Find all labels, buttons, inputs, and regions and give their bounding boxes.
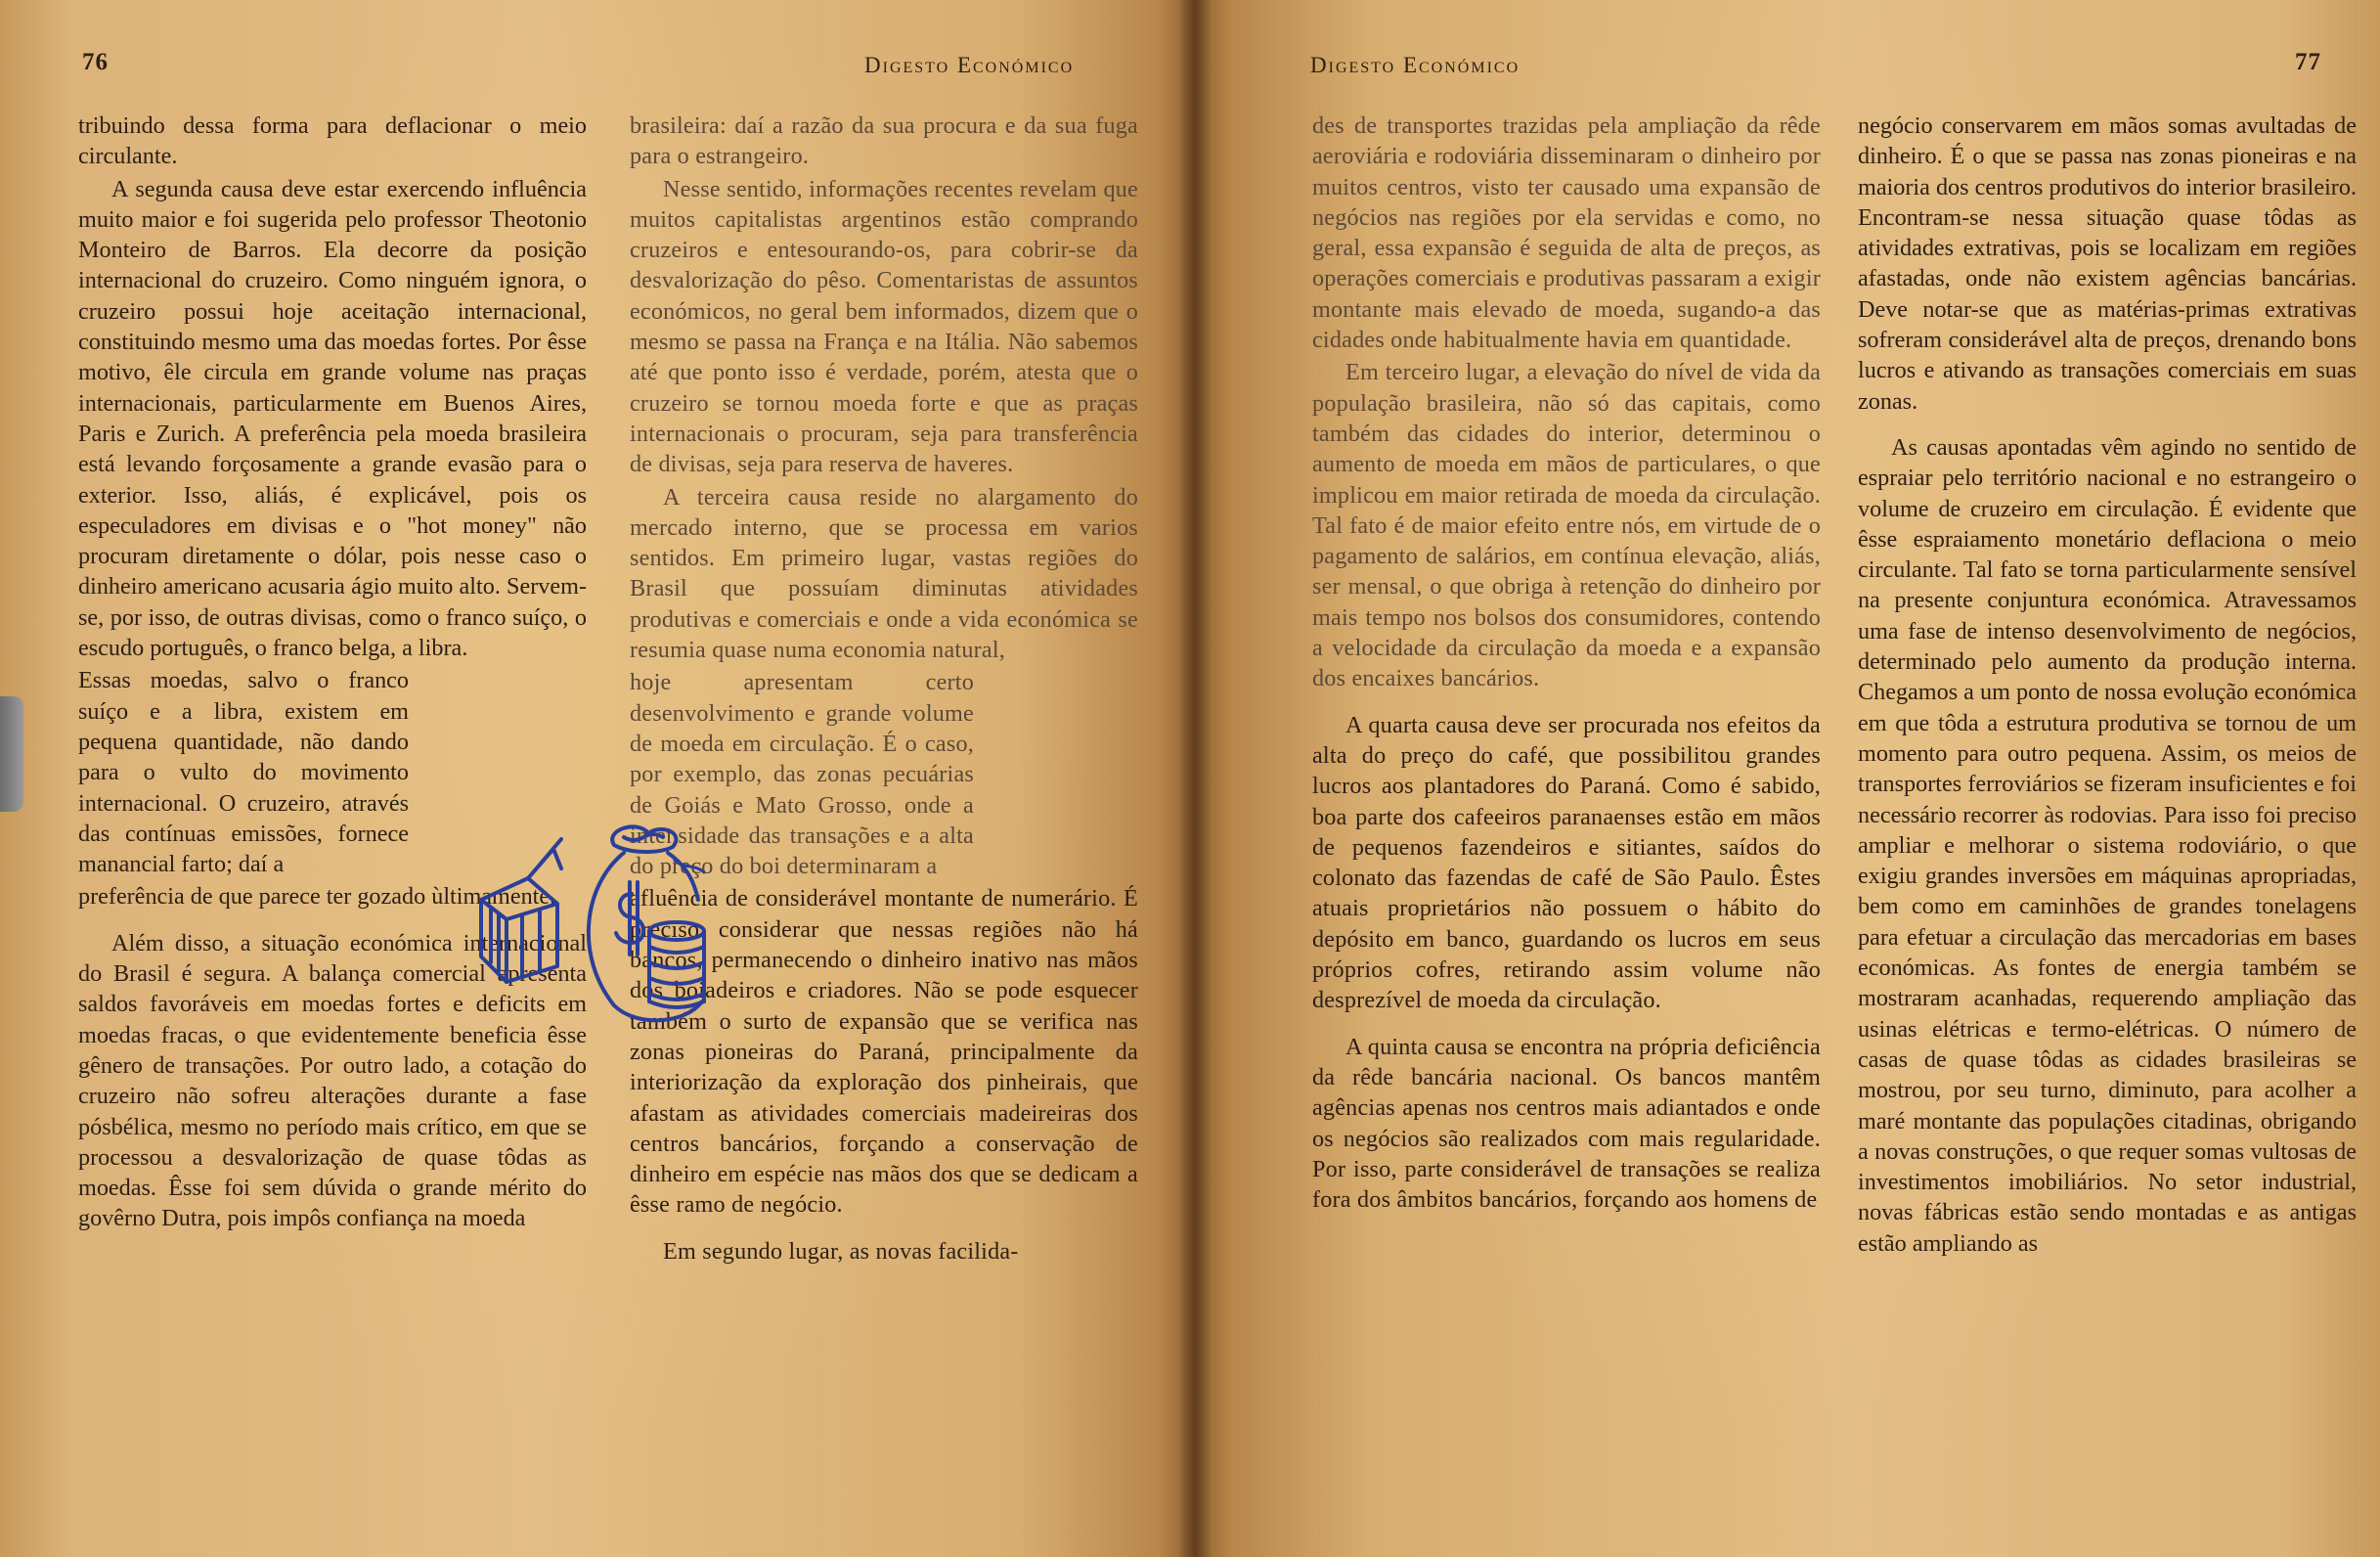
paragraph: brasileira: daí a razão da sua procura e da sua fuga para o estrangeiro. <box>630 112 1138 170</box>
left-column-2 <box>630 111 1138 1267</box>
right-page <box>1195 0 2380 1557</box>
book-gutter <box>1178 0 1212 1557</box>
paragraph: des de transportes trazidas pela ampliação da rêde aeroviária e rodoviária disseminaram o dinheiro por muitos centros, visto ter causado uma expansão de negócios nas regiões por ela servidas e como, no geral, essa expansão é seguida de alta de preços, as operações comerciais e produtivas passaram a exigir montante mais elevado de moeda, sugando-a das cidades onde habitualmente havia em quantidade. <box>1312 112 1821 354</box>
paragraph-wrapped: hoje apresentam certo desenvolvimento e grande volume de moeda em circulação. É o caso, por exemplo, das zonas pecuárias de Goiás e Mato Grosso, onde a intensidade das transações e a alta do preço do boi determinaram a <box>630 669 974 880</box>
page-number-left: 76 <box>82 49 109 75</box>
page-tab-marker <box>0 696 23 812</box>
paragraph: tribuindo dessa forma para deflacionar o meio circulante. <box>78 112 587 170</box>
paragraph: negócio conservarem em mãos somas avultadas de dinheiro. É o que se passa nas zonas pioneiras e na maioria dos centros produtivos do interior brasileiro. Encontram-se nessa situação quase tôdas as atividades extrativas, pois se localizam em regiões afastadas, onde não existem agências bancárias. Deve notar-se que as matérias-primas extrativas sofreram considerável alta de preços, drenando bons lucros e ativando as transações comerciais em suas zonas. <box>1858 112 2357 415</box>
paragraph: preferência de que parece ter gozado ùltimamente. <box>78 883 556 911</box>
paragraph: Em terceiro lugar, a elevação do nível de vida da população brasileira, não só das capitais, como também das cidades do interior, determinou o aumento de moeda em mãos de particulares, o que implicou em maior retirada de moeda da circulação. Tal fato é de maior efeito entre nós, em virtude de o pagamento de salários, em contínua elevação, aliás, ser mensal, o que obriga à retenção do dinheiro por mais tempo nos bolsos dos consumidores, contendo a velocidade da circulação da moeda e a expansão dos encaixes bancários. <box>1312 359 1821 692</box>
paragraph: Além disso, a situação económica internacional do Brasil é segura. A balança comercial apresenta saldos favoráveis em moedas fortes e deficits em moedas fracas, o que evidentemente beneficia êsse gênero de transações. Por outro lado, a cotação do cruzeiro não sofreu alterações durante a fase pósbélica, mesmo no período mais crítico, em que se processou a desvalorização de quase tôdas as moedas. Êsse foi sem dúvida o grande mérito do govêrno Dutra, pois impôs confiança na moeda <box>78 929 587 1232</box>
left-column-1 <box>78 111 587 1234</box>
page-number-right: 77 <box>2295 49 2321 75</box>
paragraph: Nesse sentido, informações recentes revelam que muitos capitalistas argentinos estão comprando cruzeiros e entesourando-os, para cobrir-se da desvalorização do pêso. Comentaristas de assuntos económicos, no geral bem informados, dizem que o mesmo se passa na França e na Itália. Não sabemos até que ponto isso é verdade, porém, atesta que o cruzeiro se tornou moeda forte e que as praças internacionais o procuram, seja para transferência de divisas, seja para reserva de haveres. <box>630 175 1138 478</box>
paragraph: A quinta causa se encontra na própria deficiência da rêde bancária nacional. Os bancos mantêm agências apenas nos centros mais adiantados e onde os negócios são realizados com mais regularidade. Por isso, parte considerável de transações se realiza fora dos âmbitos bancários, forçando aos homens de <box>1312 1033 1821 1214</box>
paragraph: Em segundo lugar, as novas facilida- <box>663 1237 1019 1265</box>
running-head-right: Digesto Económico <box>1310 53 1521 77</box>
right-column-2 <box>1858 111 2357 1259</box>
right-column-1 <box>1312 111 1821 1215</box>
paragraph-wrapped: Essas moedas, salvo o franco suíço e a libra, existem em pequena quantidade, não dando para o vulto do movimento internacional. O cruzeiro, através das contínuas emissões, fornece manancial farto; daí a <box>78 667 409 878</box>
paragraph: A terceira causa reside no alargamento do mercado interno, que se processa em varios sentidos. Em primeiro lugar, vastas regiões do Brasil que possuíam diminutas atividades produtivas e comerciais e onde a vida económica se resumia quase numa economia natural, <box>630 483 1138 664</box>
paragraph: As causas apontadas vêm agindo no sentido de espraiar pelo território nacional e no estrangeiro o volume de cruzeiro em circulação. É evidente que êsse espraiamento monetário deflaciona o meio circulante. Tal fato se torna particularmente sensível na presente conjuntura económica. Atravessamos uma fase de intenso desenvolvimento de negócios, determinado pelo aumento da produção interna. Chegamos a um ponto de nossa evolução económica em que tôda a estrutura produtiva se tornou de um momento para outro pequena. Assim, os meios de transportes ferroviários se fizeram insuficientes e foi necessário recorrer às rodovias. Para isso foi preciso ampliar e melhorar o sistema rodoviário, o que exigiu grandes inversões em máquinas apropriadas, bem como em caminhões de grandes tonelagens para efetuar a circulação das mercadorias em bases económicas. As fontes de energia também se mostraram acanhadas, requerendo ampliação das usinas elétricas e termo-elétricas. O número de casas de quase tôdas as cidades brasileiras se mostrou, por seu turno, diminuto, para acolher a maré montante das populações citadinas, obrigando a novas construções, o que requer somas vultosas de investimentos imobiliários. No setor industrial, novas fábricas estão sendo montadas e as antigas estão ampliando as <box>1858 433 2357 1257</box>
paragraph: A quarta causa deve ser procurada nos efeitos da alta do preço do café, que possibilitou grandes lucros aos plantadores do Paraná. Como é sabido, boa parte dos cafeeiros paranaenses estão em mãos de pequenos fazendeiros e sitiantes, saídos do colonato das fazendas de café de São Paulo. Êstes atuais proprietários não possuem o hábito do depósito em banco, guardando os lucros em seus próprios cofres, retirando assim volume não desprezível de moeda da circulação. <box>1312 711 1821 1014</box>
running-head-left: Digesto Económico <box>864 53 1075 77</box>
paragraph: afluência de considerável montante de numerário. É preciso considerar que nessas regiões não há bancos, permanecendo o dinheiro inativo nas mãos dos boiadeiros e criadores. Não se pode esquecer também o surto de expansão que se verifica nas zonas pioneiras do Paraná, principalmente da interiorização da exploração dos pinheirais, que afastam as atividades comerciais madeireiras dos centros bancários, forçando a conservação de dinheiro em espécie nas mãos dos que se dedicam a êsse ramo de negócio. <box>630 885 1138 1219</box>
money-bag-and-chest-icon <box>467 810 731 1037</box>
paragraph: A segunda causa deve estar exercendo influência muito maior e foi sugerida pelo professor Theotonio Monteiro de Barros. Ela decorre da posição internacional do cruzeiro. Como ninguém ignora, o cruzeiro possui hoje aceitação internacional, constituindo mesmo uma das moedas fortes. Por êsse motivo, êle circula em grande volume nas praças internacionais, particularmente em Buenos Aires, Paris e Zurich. A preferência pela moeda brasileira está levando forçosamente a grande evasão para o exterior. Isso, aliás, é explicável, pois os especuladores em divisas e o "hot money" não procuram diretamente o dólar, pois nesse caso o dinheiro americano acusaria ágio muito alto. Servem-se, por isso, de outras divisas, como o franco suíço, o escudo português, o franco belga, a libra. <box>78 175 587 662</box>
